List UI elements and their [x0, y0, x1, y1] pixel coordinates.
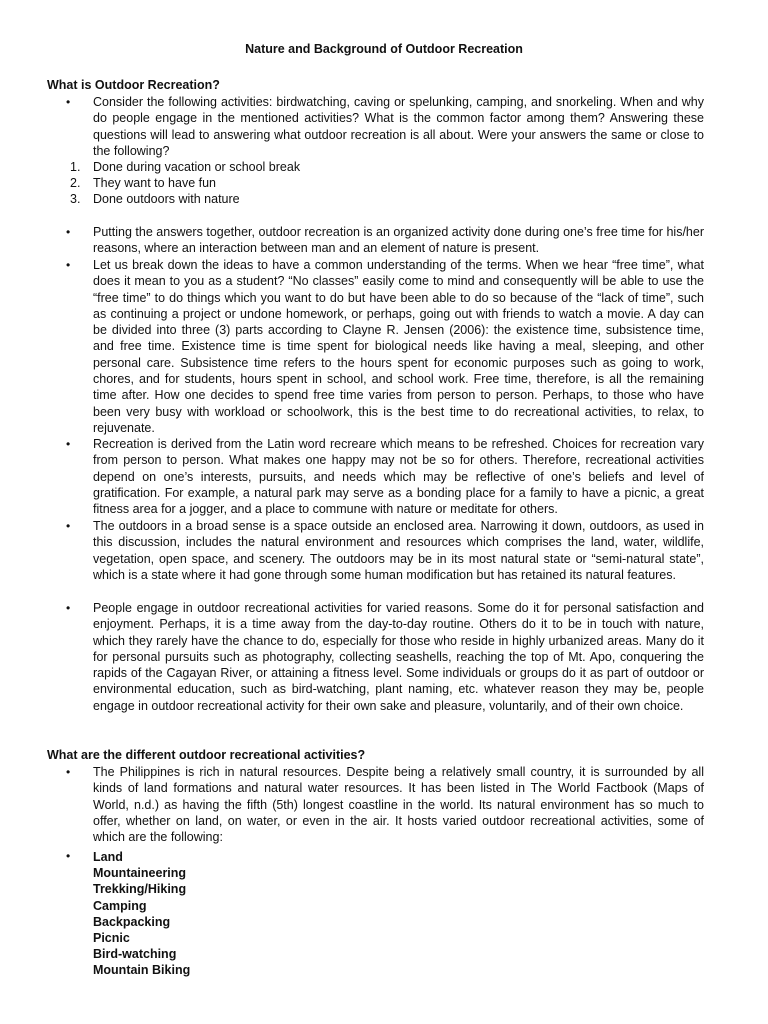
list-item: Mountain Biking: [93, 963, 191, 978]
bullet-icon: •: [66, 601, 71, 615]
list-item: Bird-watching: [93, 947, 177, 962]
item-text: Done during vacation or school break: [93, 160, 301, 174]
numbered-item: [70, 175, 216, 191]
land-activity-list: [93, 849, 190, 979]
bullet-icon: •: [66, 258, 71, 272]
bullet-icon: •: [66, 95, 71, 109]
document-title: Nature and Background of Outdoor Recreation: [245, 42, 523, 56]
bullet-icon: •: [66, 437, 71, 451]
numbered-item: [70, 159, 300, 175]
item-text: Done outdoors with nature: [93, 192, 240, 206]
item-number: 2.: [70, 176, 81, 190]
numbered-item: [70, 191, 240, 207]
paragraph-text: Putting the answers together, outdoor recreation is an organized activity done during one’s free time for his/her reasons, where an interaction between man and an element of nature is present.: [93, 225, 704, 256]
paragraph-text: People engage in outdoor recreational activities for varied reasons. Some do it for personal satisfaction and enjoyment. Perhaps, it is a time away from the day-to-day routine. Others do it to be in touch with nature, which they rarely have the chance to do, especially for those who reside in highly urbanized areas. Many do it for personal pursuits such as photography, collecting seashells, reaching the top of Mt. Apo, conquering the rapids of the Cagayan River, or attaining a fitness level. Some individuals or groups do it as part of outdoor or environmental education, such as bird-watching, plant naming, etc. whatever reason they may be, people engage in outdoor recreational activity for their own sake and pleasure, voluntarily, and of their own choice.: [93, 601, 704, 713]
list-item: Trekking/Hiking: [93, 882, 187, 897]
paragraph-text: The outdoors in a broad sense is a space outside an enclosed area. Narrowing it down, outdoors, as used in this discussion, includes the natural environment and resources which comprises the land, water, wildlife, vegetation, open space, and scenery. The outdoors may be in its most natural state or “semi-natural state”, which is a state where it had gone through some human modification but has retained its natural features.: [93, 519, 704, 582]
item-number: 1.: [70, 160, 81, 174]
list-heading-land: Land: [93, 850, 123, 864]
paragraph-text: The Philippines is rich in natural resources. Despite being a relatively small country, it is surrounded by all kinds of land formations and natural water resources. It has been listed in The World Factbook (Maps of World, n.d.) as having the fifth (5th) longest coastline in the world. Its natural environment has so much to offer, whether on land, on water, or even in the air. It hosts varied outdoor recreational activities, some of which are the following:: [93, 765, 704, 845]
paragraph-text: Recreation is derived from the Latin word recreare which means to be refreshed. Choices for recreation vary from person to person. What makes one happy may not be so for others. Therefore, recreational activities depend on one’s interests, pursuits, and needs which may be reflective of one’s beliefs and level of gratification. For example, a natural park may serve as a bonding place for a family to have a picnic, a great fitness area for a jogger, and a place to commune with nature or meditate for others.: [93, 437, 704, 517]
list-item: Backpacking: [93, 914, 171, 929]
item-number: 3.: [70, 192, 81, 206]
section-heading-what-is: What is Outdoor Recreation?: [47, 78, 220, 92]
list-item: Camping: [93, 898, 147, 913]
list-item: Picnic: [93, 931, 130, 946]
list-item: Mountaineering: [93, 866, 187, 881]
bullet-icon: •: [66, 765, 71, 779]
bullet-icon: •: [66, 849, 71, 863]
bullet-icon: •: [66, 519, 71, 533]
bullet-icon: •: [66, 225, 71, 239]
section-heading-activities: What are the different outdoor recreational activities?: [47, 748, 366, 762]
paragraph-text: Consider the following activities: birdwatching, caving or spelunking, camping, and snorkeling. When and why do people engage in the mentioned activities? What is the common factor among them? Answering these questions will lead to answering what outdoor recreation is all about. Were your answers the same or close to the following?: [93, 95, 704, 158]
paragraph-text: Let us break down the ideas to have a common understanding of the terms. When we hear “free time”, what does it mean to you as a student? “No classes” easily come to mind and consequently will be able to use the “free time” to do things which you want to do but have been able to do so because of the “lack of time”, such as continuing a project or undone homework, or perhaps, going out with friends to watch a movie. A day can be divided into three (3) parts according to Clayne R. Jensen (2006): the existence time, subsistence time, and free time. Existence time is time spent for biological needs like having a meal, sleeping, and other personal care. Subsistence time refers to the hours spent for economic purposes such as going to work, chores, and for students, hours spent in school, and school work. Free time, therefore, is all the remaining time after. How one decides to spend free time varies from person to person. Perhaps, to those who have been very busy with workload or schoolwork, this is the best time to do recreational activities, to relax, to rejuvenate.: [93, 258, 704, 435]
item-text: They want to have fun: [93, 176, 216, 190]
